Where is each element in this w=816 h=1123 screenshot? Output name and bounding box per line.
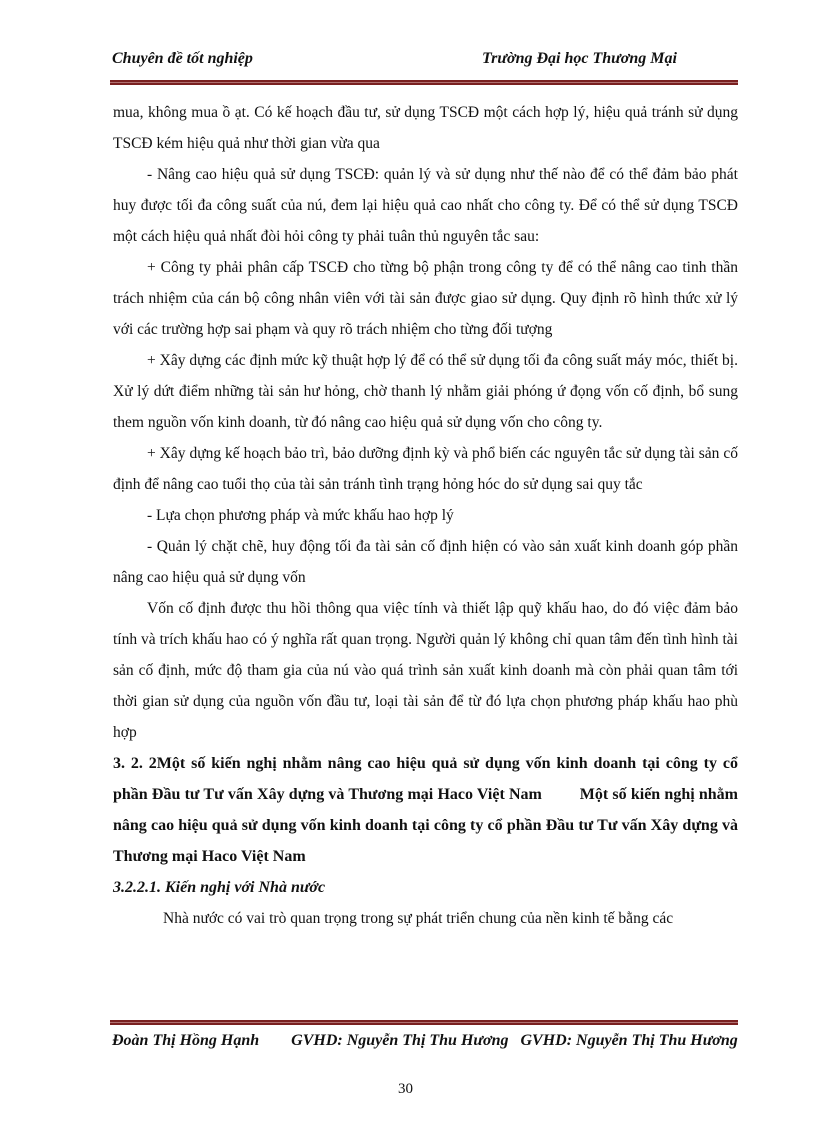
paragraph: - Nâng cao hiệu quả sử dụng TSCĐ: quản lý và sử dụng như thế nào để có thể đảm bảo phát huy được tối đa công suất của nú, đem lại hiệu quả cao nhất cho công ty. Để có thể sử dụng TSCĐ một cách hiệu quả nhất đòi hỏi công ty phải tuân thủ nguyên tắc sau:: [113, 166, 738, 245]
header-rule: [110, 80, 738, 85]
paragraph: - Quản lý chặt chẽ, huy động tối đa tài sản cố định hiện có vào sản xuất kinh doanh góp phần nâng cao hiệu quả sử dụng vốn: [113, 538, 738, 586]
header-left: Chuyên đề tốt nghiệp: [112, 50, 253, 67]
section-heading: 3. 2. 2Một số kiến nghị nhằm nâng cao hiệu quả sử dụng vốn kinh doanh tại công ty cổ phần Đầu tư Tư vấn Xây dựng và Thương mại Haco Việt Nam Một số kiến nghị nhằm nâng cao hiệu quả sử dụng vốn kinh doanh tại công ty cổ phần Đầu tư Tư vấn Xây dựng và Thương mại Haco Việt Nam: [113, 755, 738, 865]
paragraph: Nhà nước có vai trò quan trọng trong sự phát triển chung của nền kinh tế bằng các: [163, 910, 674, 927]
paragraph: Vốn cố định được thu hồi thông qua việc tính và thiết lập quỹ khấu hao, do đó việc đảm bảo tính và trích khấu hao có ý nghĩa rất quan trọng. Người quản lý không chỉ quan tâm đến tình hình tài sản cố định, mức độ tham gia của nú vào quá trình sản xuất kinh doanh mà còn phải quan tâm tới thời gian sử dụng của nguồn vốn đầu tư, loại tài sản để từ đó lựa chọn phương pháp khấu hao phù hợp: [113, 600, 738, 741]
footer-rule: [110, 1020, 738, 1025]
paragraph: + Xây dựng kế hoạch bảo trì, bảo dưỡng định kỳ và phổ biến các nguyên tắc sử dụng tài sản cố định để nâng cao tuổi thọ của tài sản tránh tình trạng hỏng hóc do sử dụng sai quy tắc: [113, 445, 738, 493]
paragraph: - Lựa chọn phương pháp và mức khấu hao hợp lý: [147, 507, 454, 524]
page-body: [113, 97, 738, 934]
page-number: 30: [398, 1081, 413, 1097]
paragraph: + Xây dựng các định mức kỹ thuật hợp lý để có thể sử dụng tối đa công suất máy móc, thiết bị. Xử lý dứt điểm những tài sản hư hỏng, chờ thanh lý nhằm giải phóng ứ đọng vốn cố định, bổ sung them nguồn vốn kinh doanh, từ đó nâng cao hiệu quả sử dụng vốn cho công ty.: [113, 352, 738, 431]
paragraph: + Công ty phải phân cấp TSCĐ cho từng bộ phận trong công ty để có thể nâng cao tinh thần trách nhiệm của cán bộ công nhân viên với tài sản được giao sử dụng. Quy định rõ hình thức xử lý với các trường hợp sai phạm và quy rõ trách nhiệm cho từng đối tượng: [113, 259, 738, 338]
paragraph: mua, không mua ồ ạt. Có kế hoạch đầu tư, sử dụng TSCĐ một cách hợp lý, hiệu quả tránh sử dụng TSCĐ kém hiệu quả như thời gian vừa qua: [113, 104, 738, 152]
subsection-heading: 3.2.2.1. Kiến nghị với Nhà nước: [113, 879, 326, 896]
header-right: Trường Đại học Thương Mại: [482, 50, 677, 67]
footer-text: Đoàn Thị Hồng Hạnh GVHD: Nguyễn Thị Thu Hương GVHD: Nguyễn Thị Thu Hương: [112, 1032, 738, 1049]
page-header: [112, 50, 738, 74]
